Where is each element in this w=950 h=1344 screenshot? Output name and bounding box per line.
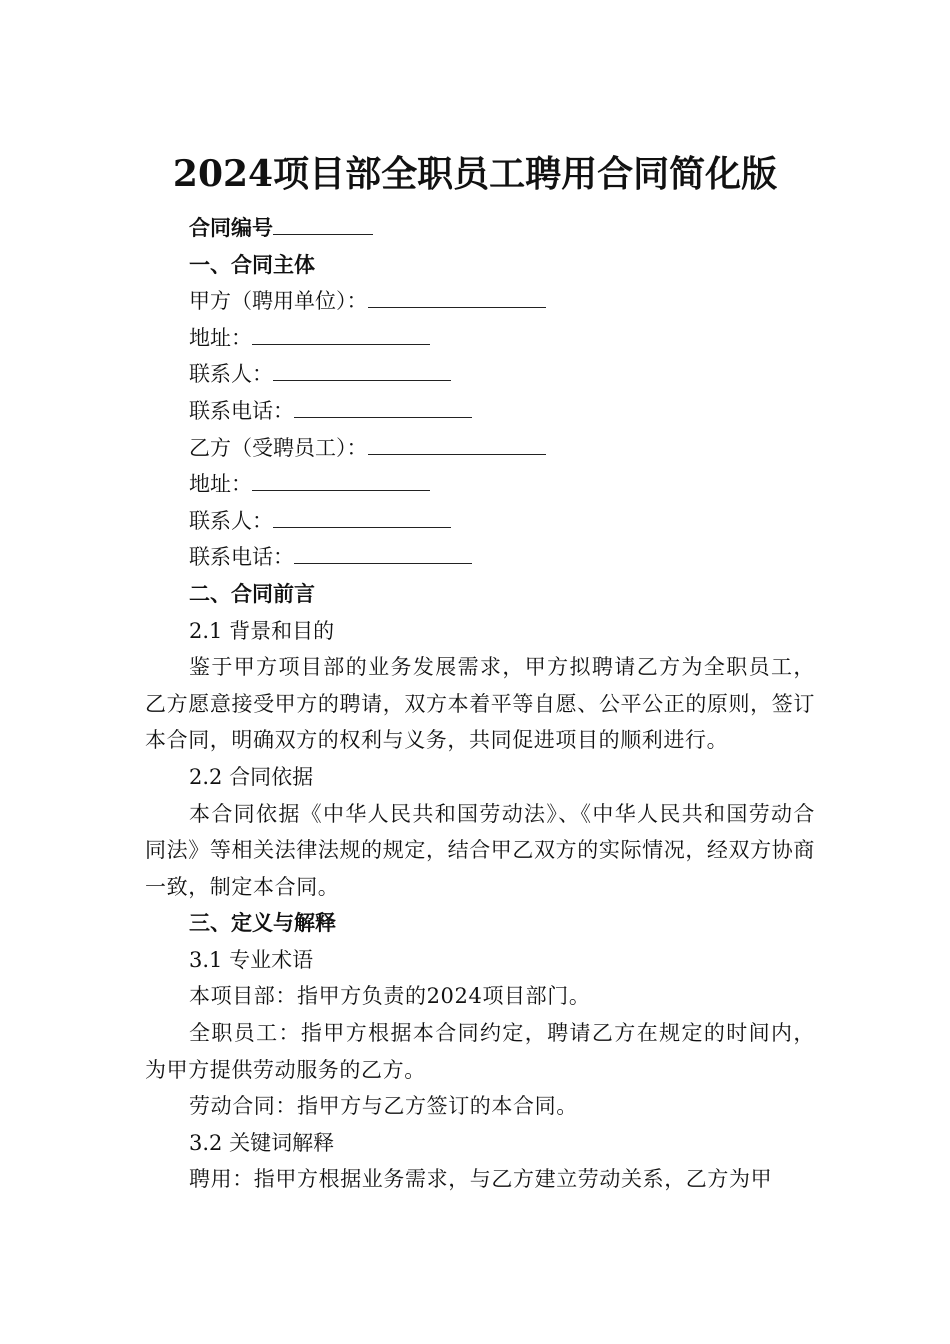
party-b-contact-label: 联系人： xyxy=(189,508,273,533)
section-3-heading: 三、定义与解释 xyxy=(189,910,336,936)
definition-labor-contract: 劳动合同：指甲方与乙方签订的本合同。 xyxy=(189,1094,578,1119)
party-b-contact-blank[interactable] xyxy=(273,505,451,528)
document-body xyxy=(145,210,815,1198)
contract-number-label: 合同编号 xyxy=(189,215,273,240)
definition-employment: 聘用：指甲方根据业务需求，与乙方建立劳动关系，乙方为甲 xyxy=(189,1167,773,1192)
party-b-line xyxy=(145,430,815,467)
section-2-1-title: 2.1 背景和目的 xyxy=(189,618,335,643)
party-a-phone-line xyxy=(145,393,815,430)
party-a-line xyxy=(145,283,815,320)
section-2-2-title: 2.2 合同依据 xyxy=(189,764,314,789)
party-b-phone-line xyxy=(145,539,815,576)
definition-project-department: 本项目部：指甲方负责的2024项目部门。 xyxy=(189,984,591,1009)
party-b-contact-line xyxy=(145,503,815,540)
party-a-contact-blank[interactable] xyxy=(273,358,451,381)
party-a-phone-label: 联系电话： xyxy=(189,398,294,423)
party-a-address-blank[interactable] xyxy=(252,322,430,345)
party-a-phone-blank[interactable] xyxy=(294,395,472,418)
contract-number-blank[interactable] xyxy=(273,212,373,235)
party-b-phone-blank[interactable] xyxy=(294,541,472,564)
party-a-contact-line xyxy=(145,356,815,393)
party-a-label: 甲方（聘用单位）： xyxy=(189,289,368,314)
party-b-address-blank[interactable] xyxy=(252,468,430,491)
section-2-2-paragraph: 本合同依据《中华人民共和国劳动法》、《中华人民共和国劳动合同法》等相关法律法规的规定，结合甲乙双方的实际情况，经双方协商一致，制定本合同。 xyxy=(145,801,815,899)
document-title: 2024项目部全职员工聘用合同简化版 xyxy=(172,153,778,195)
party-b-blank[interactable] xyxy=(368,432,546,455)
definition-full-time-employee: 全职员工：指甲方根据本合同约定，聘请乙方在规定的时间内，为甲方提供劳动服务的乙方。 xyxy=(145,1021,815,1082)
party-b-address-line xyxy=(145,466,815,503)
party-b-phone-label: 联系电话： xyxy=(189,545,294,570)
party-a-address-label: 地址： xyxy=(189,325,252,350)
section-3-1-title: 3.1 专业术语 xyxy=(189,947,314,972)
section-2-heading: 二、合同前言 xyxy=(189,580,315,606)
party-a-contact-label: 联系人： xyxy=(189,362,273,387)
section-3-2-title: 3.2 关键词解释 xyxy=(189,1130,335,1155)
contract-number-line xyxy=(145,210,815,247)
section-1-heading: 一、合同主体 xyxy=(189,251,315,277)
section-2-1-paragraph: 鉴于甲方项目部的业务发展需求，甲方拟聘请乙方为全职员工，乙方愿意接受甲方的聘请，双方本着平等自愿、公平公正的原则，签订本合同，明确双方的权利与义务，共同促进项目的顺利进行。 xyxy=(145,655,815,753)
party-a-blank[interactable] xyxy=(368,285,546,308)
party-b-label: 乙方（受聘员工）： xyxy=(189,435,368,460)
party-b-address-label: 地址： xyxy=(189,472,252,497)
party-a-address-line xyxy=(145,320,815,357)
